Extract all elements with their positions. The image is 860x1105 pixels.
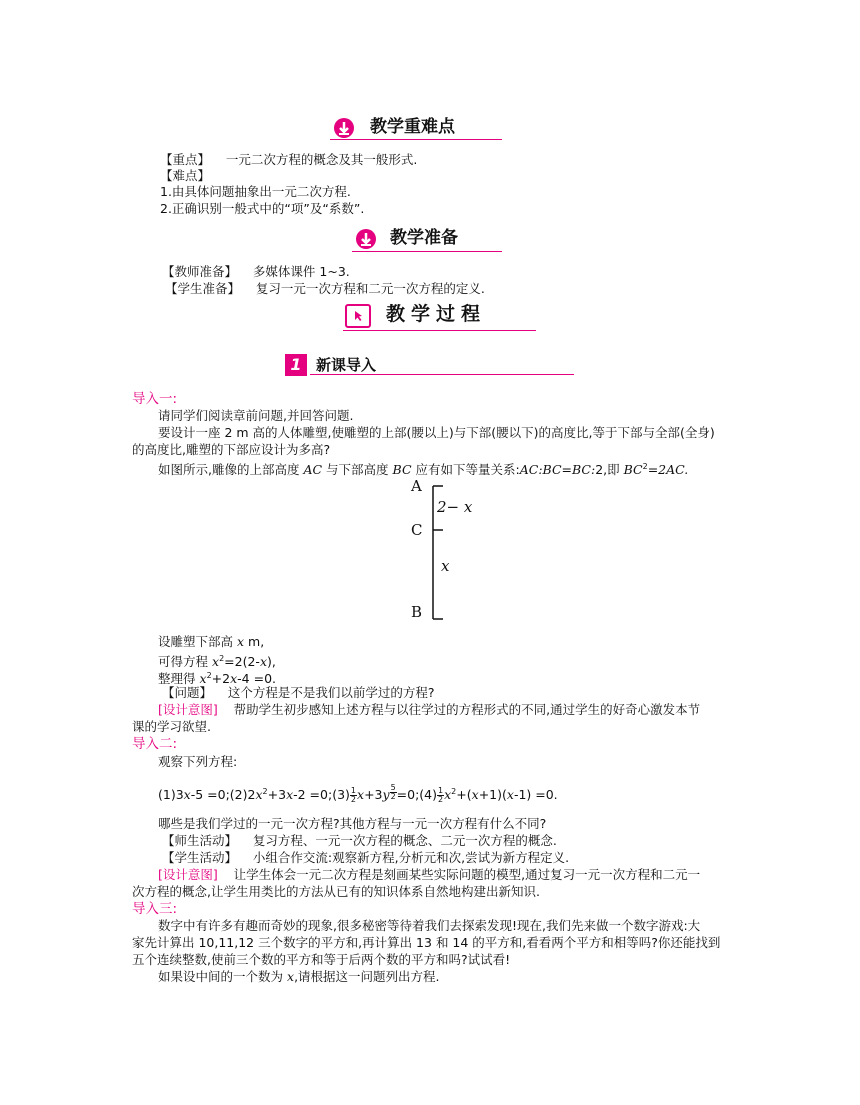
student-prep-text: 复习一元一次方程和二元一次方程的定义. [255, 281, 485, 296]
intro1-p2a: 要设计一座 2 m 高的人体雕塑,使雕塑的上部(腰以上)与下部(腰以下)的高度比,等于下部与全部(全身) [158, 425, 715, 440]
intro1-intent-b: 课的学习欲望. [132, 719, 211, 734]
intent-text: 让学生体会一元二次方程是刻画某些实际问题的模型,通过复习一元一次方程和二元一 [233, 867, 701, 882]
intro2-intent [158, 867, 700, 883]
intro2-title: 导入二: [132, 736, 178, 752]
text: ,请根据这一问题列出方程. [294, 969, 440, 984]
section-title-process: 教学过程 [386, 303, 487, 325]
intro1-s1 [158, 634, 264, 650]
teacher-prep-label: 【教师准备】 [162, 264, 238, 279]
focus-line [160, 152, 417, 168]
intro2-equations: $(1)3x-5 =0;(2)2x^2+3x-2$ =0;(3) $\frac{1}{2}$ x+3y $^{\frac{5}{2}}$ =0;(4) $\frac{1}{2}$ $x^2+(x+1)(x-1) =0$. [158, 783, 558, 805]
lesson-number-badge: 1 [285, 354, 307, 376]
intro1-p2b: 的高度比,雕塑的下部应设计为多高? [132, 442, 331, 457]
focus-text: 一元二次方程的概念及其一般形式. [225, 152, 418, 167]
intro1-intent [158, 702, 700, 718]
intro1-title: 导入一: [132, 391, 178, 407]
question-text: 这个方程是不是我们以前学过的方程? [227, 685, 435, 700]
point-a-label: A [411, 477, 422, 495]
text: 与下部高度 [326, 462, 389, 478]
text: 可得方程 [158, 654, 209, 670]
intro2-teacher [162, 833, 557, 849]
text: 设雕塑下部高 [158, 634, 234, 649]
intro3-p2 [158, 969, 440, 985]
eq-result: =2AC. [647, 462, 689, 478]
down-arrow-circle-icon [356, 229, 376, 249]
hard-item-2: 2.正确识别一般式中的“项”及“系数”. [160, 201, 365, 216]
equation-2: $x^2+2x-4 =0$. [199, 671, 276, 687]
teacher-activity-label: 【师生活动】 [162, 833, 238, 848]
section-underline [343, 330, 536, 331]
down-arrow-circle-icon [334, 118, 354, 138]
hard-item-1: 1.由具体问题抽象出一元二次方程. [160, 184, 351, 199]
hard-label: 【难点】 [160, 168, 211, 183]
text: 如图所示,雕像的上部高度 [158, 462, 300, 478]
lesson-intro-title: 新课导入 [316, 356, 377, 374]
point-b-label: B [411, 603, 423, 621]
var-bc: BC [623, 462, 643, 478]
intent-text: 帮助学生初步感知上述方程与以往学过的方程形式的不同,通过学生的好奇心激发本节 [233, 702, 701, 717]
text: m, [248, 634, 265, 649]
focus-label: 【重点】 [160, 152, 211, 167]
var-x: x [237, 634, 245, 649]
student-activity-label: 【学生活动】 [162, 850, 238, 865]
section-title-prep: 教学准备 [390, 228, 458, 248]
intro1-p1: 请同学们阅读章前问题,并回答问题. [158, 408, 354, 423]
lower-length-label: x [441, 557, 450, 575]
text: 整理得 [158, 671, 196, 687]
student-activity-text: 小组合作交流:观察新方程,分析元和次,尝试为新方程定义. [252, 850, 570, 865]
monitor-cursor-icon [345, 304, 371, 328]
student-prep [165, 281, 485, 297]
section-underline [352, 251, 502, 252]
intro3-p1b: 家先计算出 10,11,12 三个数字的平方和,再计算出 13 和 14 的平方和,看看两个平方和相等吗?你还能找到 [132, 935, 721, 950]
intro2-p1: 观察下列方程: [158, 754, 238, 769]
intro2-student [162, 850, 569, 866]
intro3-title: 导入三: [132, 901, 178, 917]
var-bc: BC [392, 462, 412, 478]
var-ac: AC [303, 462, 323, 478]
sculpture-height-diagram [405, 474, 525, 624]
equation-1: $x^2=2(2-x)$, [212, 654, 276, 670]
lesson-intro-underline [310, 374, 574, 375]
intro3-p1a: 数字中有许多有趣而奇妙的现象,很多秘密等待着我们去探索发现!现在,我们先来做一个数字游戏:大 [158, 918, 701, 933]
ratio-eq: AC:BC=BC: [519, 462, 596, 478]
question-label: 【问题】 [162, 685, 213, 700]
intro2-p2: 哪些是我们学过的一元一次方程?其他方程与一元一次方程有什么不同? [158, 816, 547, 831]
point-c-label: C [411, 521, 423, 539]
intro1-question [162, 685, 435, 701]
section-underline [330, 139, 502, 140]
exponent: 2 [642, 462, 648, 471]
intent-label: [设计意图] [158, 867, 218, 882]
text: 如果设中间的一个数为 [158, 969, 284, 984]
text: 应有如下等量关系: [415, 462, 520, 478]
section-title-difficulty: 教学重难点 [370, 117, 455, 137]
student-prep-label: 【学生准备】 [165, 281, 241, 296]
intro3-p1c: 五个连续整数,使前三个数的平方和等于后两个数的平方和吗?试试看! [132, 952, 511, 967]
intent-label: [设计意图] [158, 702, 218, 717]
teacher-activity-text: 复习方程、一元一次方程的概念、二元一次方程的概念. [252, 833, 557, 848]
teacher-prep [162, 264, 350, 280]
text: 2,即 [595, 462, 620, 478]
teacher-prep-text: 多媒体课件 1~3. [252, 264, 350, 279]
intro2-intent-b: 次方程的概念,让学生用类比的方法从已有的知识体系自然地构建出新知识. [132, 884, 540, 899]
upper-length-label: 2− x [437, 498, 473, 516]
var-x: x [287, 969, 295, 984]
